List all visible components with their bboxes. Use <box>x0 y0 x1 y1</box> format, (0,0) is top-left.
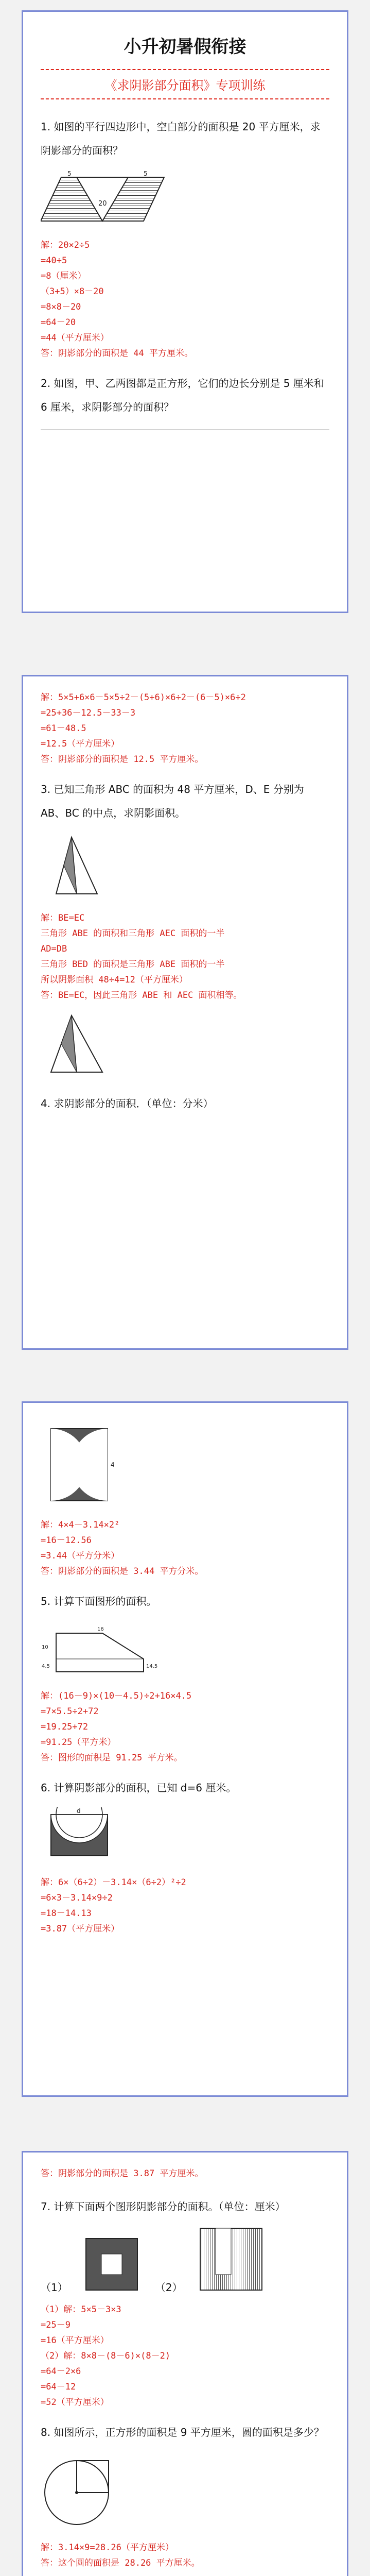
q3-line: 三角形 ABE 的面积和三角形 AEC 面积的一半 <box>41 928 225 939</box>
q1-line: =8（厘米） <box>41 271 86 281</box>
q6-line: =3.87（平方厘米） <box>41 1924 120 1934</box>
q6-figure <box>41 1807 329 1866</box>
q3-line: 解：BE=EC <box>41 913 85 923</box>
q5-line: 解：(16－9)×(10－4.5)÷2+16×4.5 <box>41 1691 192 1701</box>
q4-line: 解：4×4－3.14×2² <box>41 1520 120 1530</box>
card-4 <box>22 2151 348 2576</box>
q2-solution <box>41 690 329 767</box>
q8-solution <box>41 2540 329 2571</box>
q3-line: 答：BE=EC，因此三角形 ABE 和 AEC 面积相等。 <box>41 990 242 1001</box>
page-title: 小升初暑假衔接 <box>124 37 246 57</box>
q6-solution <box>41 1875 329 1937</box>
q5-label-c: 16 <box>97 1626 104 1632</box>
card-3 <box>22 1401 348 2097</box>
q1-solution <box>41 238 329 361</box>
q6-answer: 答：阴影部分的面积是 3.87 平方厘米。 <box>41 2168 204 2179</box>
q5-label-a: 4.5 <box>42 1664 50 1669</box>
q1-answer: 答：阴影部分的面积是 44 平方厘米。 <box>41 348 193 359</box>
q4-answer: 答：阴影部分的面积是 3.44 平方分米。 <box>41 1566 204 1577</box>
q1-label-a: 5 <box>67 170 72 177</box>
q8-figure <box>41 2451 329 2531</box>
q6-line: =18－14.13 <box>41 1908 92 1919</box>
q7-line: （1）解：5×5－3×3 <box>41 2304 121 2315</box>
q5-figure <box>41 1620 329 1679</box>
q5-answer: 答：图形的面积是 91.25 平方米。 <box>41 1753 183 1763</box>
question-1: 1. 如图的平行四边形中，空白部分的面积是 20 平方厘米，求阴影部分的面积？ <box>41 121 321 157</box>
question-6: 6. 计算阴影部分的面积，已知 d=6 厘米。 <box>41 1782 237 1794</box>
q5-line: =19.25+72 <box>41 1722 89 1732</box>
q7-figure-2 <box>198 2226 265 2293</box>
page-subtitle: 《求阴影部分面积》专项训练 <box>41 69 329 99</box>
q5-label-d: 14.5 <box>146 1664 158 1669</box>
q7-figure-1 <box>83 2236 140 2293</box>
q4-line: =16－12.56 <box>41 1535 92 1546</box>
q8-answer: 答：这个圆的面积是 28.26 平方厘米。 <box>41 2558 200 2568</box>
q5-line: =7×5.5÷2+72 <box>41 1706 99 1717</box>
question-7: 7. 计算下面两个图形阴影部分的面积。（单位：厘米） <box>41 2200 286 2213</box>
card-1 <box>22 10 348 613</box>
q6-line: 解：6×（6÷2）－3.14×（6÷2）²÷2 <box>41 1877 186 1888</box>
q6-line: =6×3－3.14×9÷2 <box>41 1893 113 1903</box>
q1-line: =8×8－20 <box>41 302 81 312</box>
q1-line: =44（平方厘米） <box>41 333 109 343</box>
q4-solution <box>41 1517 329 1579</box>
q1-line: =40÷5 <box>41 256 67 266</box>
q7-solution <box>41 2302 329 2410</box>
q5-label-b: 10 <box>42 1645 48 1650</box>
question-3: 3. 已知三角形 ABC 的面积为 48 平方厘米，D、E 分别为 AB、BC 的中点，求阴影面积。 <box>41 783 304 819</box>
question-4: 4. 求阴影部分的面积．（单位：分米） <box>41 1097 214 1110</box>
q1-figure <box>41 170 329 228</box>
q4-line: =3.44（平方分米） <box>41 1551 120 1561</box>
q1-line: 解：20×2÷5 <box>41 240 90 250</box>
q3-line: AD=DB <box>41 944 67 954</box>
q1-label-b: 20 <box>98 200 107 208</box>
q7-line: =16（平方厘米） <box>41 2335 109 2346</box>
q1-line: =64－20 <box>41 317 76 328</box>
q2-line: 解：5×5+6×6－5×5÷2－(5+6)×6÷2－(6－5)×6÷2 <box>41 692 246 703</box>
q3-figure <box>41 832 329 901</box>
q1-label-c: 5 <box>144 170 148 177</box>
q4-figure <box>41 1423 329 1508</box>
card-1-bottom-line <box>41 429 329 430</box>
q8-line: 解：3.14×9=28.26（平方厘米） <box>41 2543 174 2553</box>
q3-solution <box>41 910 329 1003</box>
q7-part1-label: （1） <box>41 2281 68 2294</box>
q7-line: =64－12 <box>41 2382 76 2392</box>
q7-line: （2）解：8×8－(8－6)×(8－2) <box>41 2351 171 2361</box>
q1-line: （3+5）×8－20 <box>41 286 104 297</box>
q7-part2-label: （2） <box>155 2281 183 2294</box>
q6-label: d <box>77 1807 81 1815</box>
q7-line: =64－2×6 <box>41 2366 81 2377</box>
q7-line: =52（平方厘米） <box>41 2397 109 2408</box>
q4-label: 4 <box>111 1461 115 1468</box>
q2-line: =12.5（平方厘米） <box>41 739 120 749</box>
q2-line: =25+36－12.5－33－3 <box>41 708 136 718</box>
question-8: 8. 如图所示，正方形的面积是 9 平方厘米，圆的面积是多少？ <box>41 2426 324 2438</box>
q3-line: 所以阴影面积 48÷4=12（平方厘米） <box>41 975 188 985</box>
question-5: 5. 计算下面图形的面积。 <box>41 1595 157 1607</box>
card-2 <box>22 675 348 1350</box>
q7-figures <box>41 2226 329 2293</box>
q2-line: =61－48.5 <box>41 723 86 734</box>
q3-figure-2 <box>41 1010 329 1079</box>
question-2: 2. 如图，甲、乙两图都是正方形，它们的边长分别是 5 厘米和 6 厘米，求阴影部分的面积？ <box>41 377 324 413</box>
q3-line: 三角形 BED 的面积是三角形 ABE 面积的一半 <box>41 959 225 970</box>
q5-solution <box>41 1688 329 1766</box>
q2-answer: 答：阴影部分的面积是 12.5 平方厘米。 <box>41 754 204 765</box>
q7-line: =25－9 <box>41 2320 71 2330</box>
q5-line: =91.25（平方米） <box>41 1737 116 1748</box>
